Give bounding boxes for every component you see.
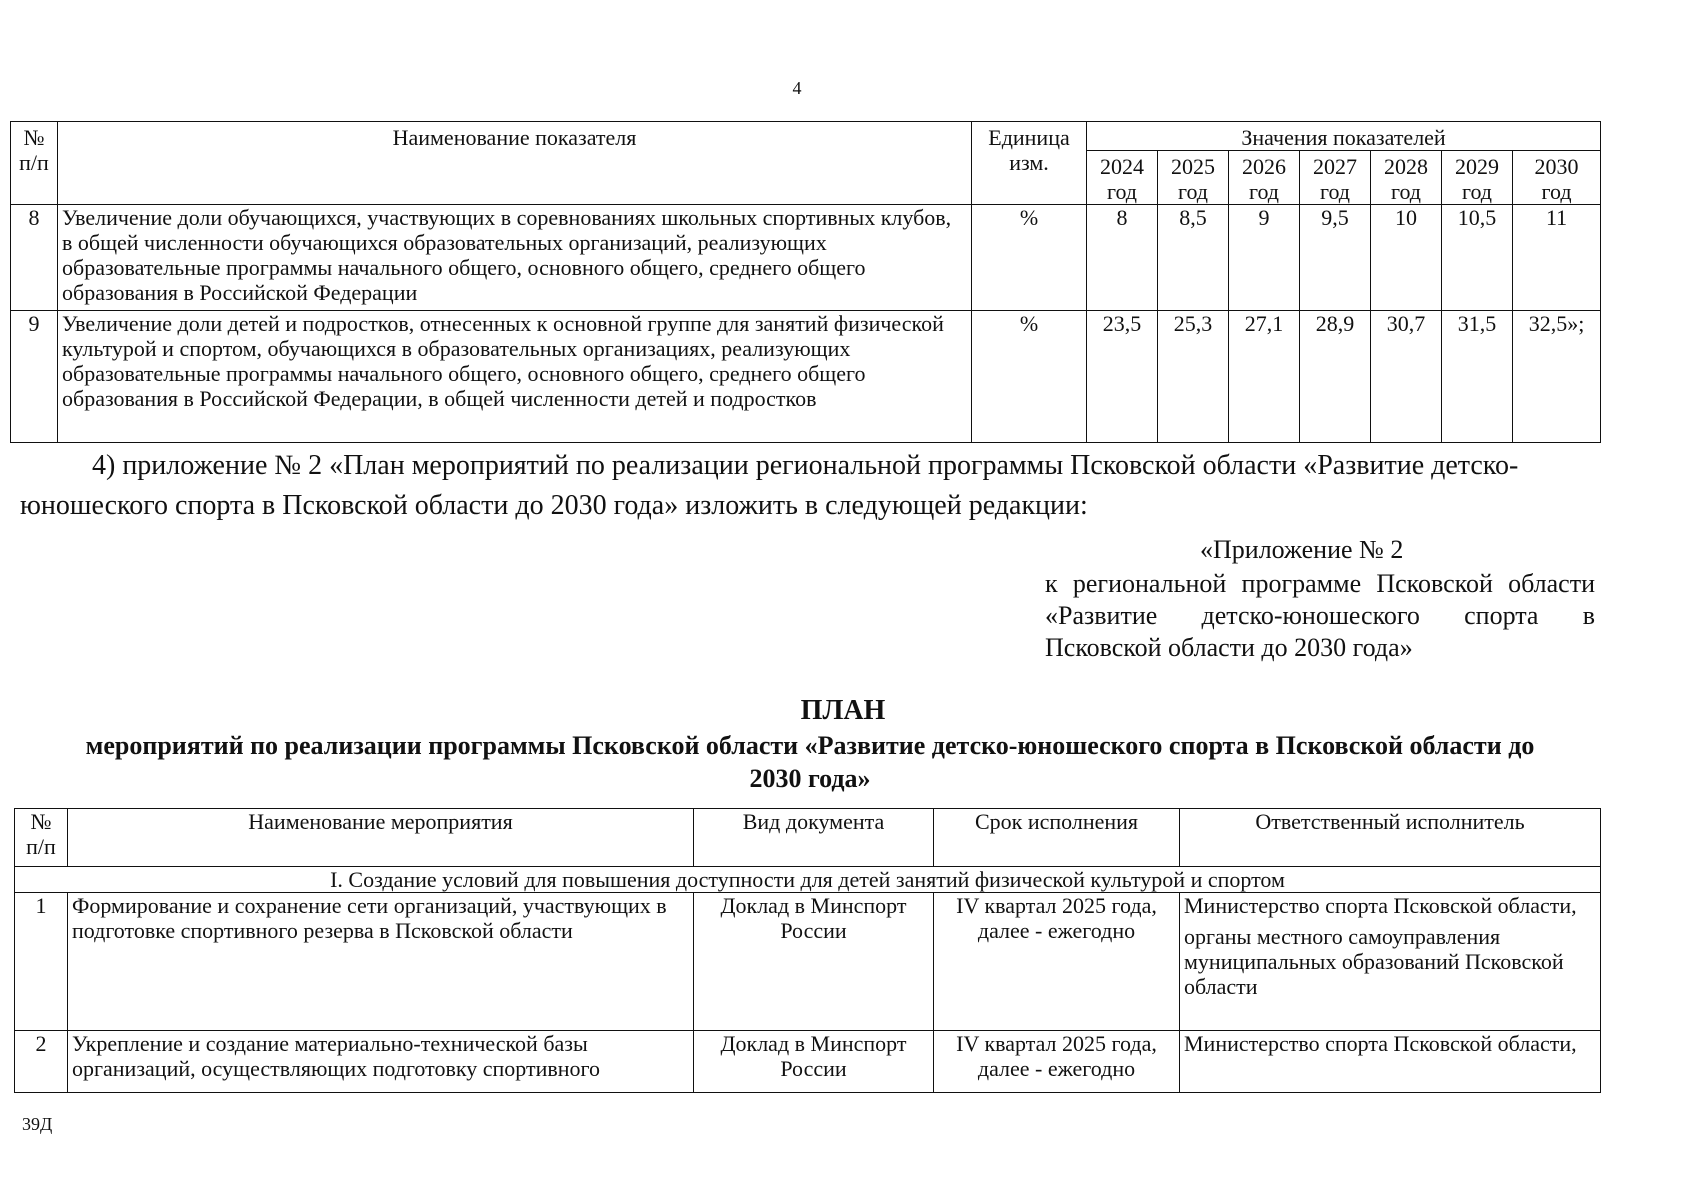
year-header: 2029 год xyxy=(1442,151,1513,205)
row-value: 11 xyxy=(1513,205,1601,311)
row-term: IV квартал 2025 года, далее - ежегодно xyxy=(934,1031,1180,1093)
appendix-body: к региональной программе Псковской области «Развитие детско-юношеского спорта в Псковской области до 2030 года» xyxy=(1045,569,1595,662)
row-value: 30,7 xyxy=(1371,311,1442,443)
row-value: 8,5 xyxy=(1158,205,1229,311)
col-header-resp: Ответственный исполнитель xyxy=(1180,809,1601,867)
col-header-term: Срок исполнения xyxy=(934,809,1180,867)
year-header: 2026 год xyxy=(1229,151,1300,205)
row-value: 31,5 xyxy=(1442,311,1513,443)
table-row xyxy=(15,1031,1601,1093)
table-row xyxy=(11,205,1601,311)
row-resp: Министерство спорта Псковской области, xyxy=(1180,1031,1601,1093)
col-header-name: Наименование показателя xyxy=(58,122,972,205)
row-value: 10,5 xyxy=(1442,205,1513,311)
row-name: Увеличение доли детей и подростков, отнесенных к основной группе для занятий физической культурой и спортом, обучающихся в образовательных организациях, реализующих образовательные программы начального общего, основного общего, среднего общего образования в Российской Федерации, в общей численности детей и подростков xyxy=(58,311,972,443)
row-value: 9,5 xyxy=(1300,205,1371,311)
section-heading: I. Создание условий для повышения доступности для детей занятий физической культурой и спортом xyxy=(15,867,1601,893)
row-unit: % xyxy=(972,205,1087,311)
row-value: 27,1 xyxy=(1229,311,1300,443)
plan-table xyxy=(14,808,1601,1093)
year-header: 2028 год xyxy=(1371,151,1442,205)
amendment-paragraph: 4) приложение № 2 «План мероприятий по реализации региональной программы Псковской области «Развитие детско-юношеского спорта в Псковской области до 2030 года» изложить в следующей редакции: xyxy=(20,450,1519,521)
row-num: 9 xyxy=(11,311,58,443)
row-num: 1 xyxy=(15,893,68,1031)
indicators-table xyxy=(10,121,1601,443)
col-header-values: Значения показателей xyxy=(1087,122,1601,151)
resp-line: органы местного самоуправления муниципальных образований Псковской области xyxy=(1184,924,1564,999)
col-header-unit: Единица изм. xyxy=(972,122,1087,205)
row-term: IV квартал 2025 года, далее - ежегодно xyxy=(934,893,1180,1031)
row-name: Увеличение доли обучающихся, участвующих в соревнованиях школьных спортивных клубов, в общей численности обучающихся образовательных организаций, реализующих образовательные программы начального общего, основного общего, среднего общего образования в Российской Федерации xyxy=(58,205,972,311)
row-resp xyxy=(1180,893,1601,1031)
col-header-doc: Вид документа xyxy=(694,809,934,867)
row-num: 2 xyxy=(15,1031,68,1093)
table-row xyxy=(11,311,1601,443)
row-value: 32,5»; xyxy=(1513,311,1601,443)
col-header-name: Наименование мероприятия xyxy=(68,809,694,867)
row-name: Формирование и сохранение сети организаций, участвующих в подготовке спортивного резерва в Псковской области xyxy=(68,893,694,1031)
row-value: 23,5 xyxy=(1087,311,1158,443)
row-value: 8 xyxy=(1087,205,1158,311)
year-header: 2030 год xyxy=(1513,151,1601,205)
year-header: 2024 год xyxy=(1087,151,1158,205)
col-header-num: № п/п xyxy=(11,122,58,205)
row-value: 9 xyxy=(1229,205,1300,311)
year-header: 2025 год xyxy=(1158,151,1229,205)
table-row xyxy=(15,893,1601,1031)
row-doc: Доклад в Минспорт России xyxy=(694,893,934,1031)
resp-line: Министерство спорта Псковской области, xyxy=(1184,893,1577,918)
row-unit: % xyxy=(972,311,1087,443)
page-number: 4 xyxy=(792,78,802,98)
row-value: 10 xyxy=(1371,205,1442,311)
row-doc: Доклад в Минспорт России xyxy=(694,1031,934,1093)
footer-code: 39Д xyxy=(22,1114,53,1134)
appendix-title: «Приложение № 2 xyxy=(1200,535,1404,564)
plan-subtitle: мероприятий по реализации программы Псковской области «Развитие детско-юношеского спорта в Псковской области до 2030 года» xyxy=(85,731,1535,793)
year-header: 2027 год xyxy=(1300,151,1371,205)
row-num: 8 xyxy=(11,205,58,311)
row-value: 25,3 xyxy=(1158,311,1229,443)
row-value: 28,9 xyxy=(1300,311,1371,443)
row-name: Укрепление и создание материально-технической базы организаций, осуществляющих подготовку спортивного xyxy=(68,1031,694,1093)
col-header-num: № п/п xyxy=(15,809,68,867)
plan-title: ПЛАН xyxy=(800,695,886,726)
